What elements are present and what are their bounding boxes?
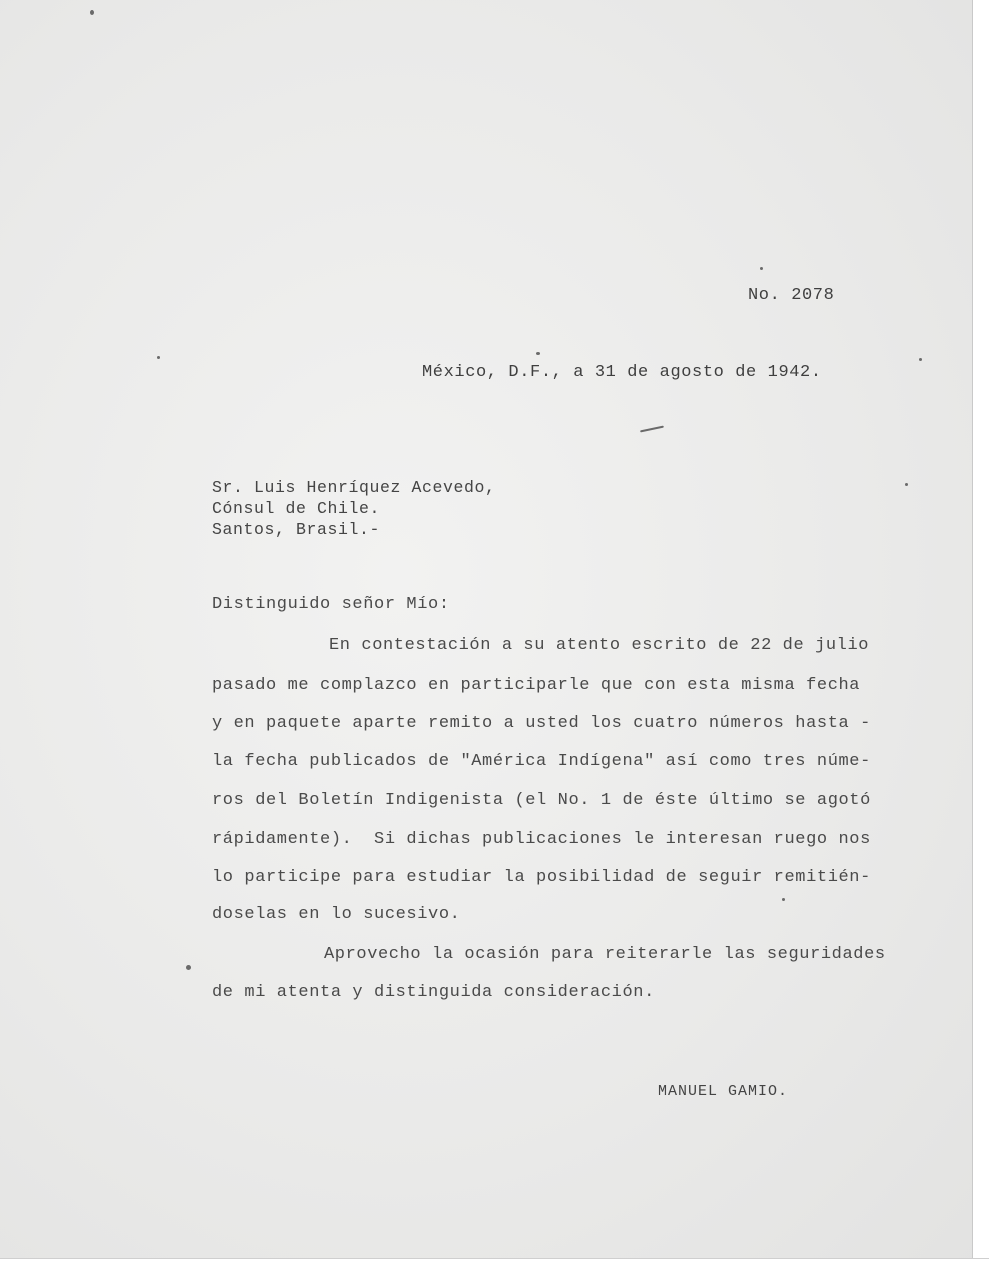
scan-border-right [972,0,989,1260]
paragraph-line: doselas en lo sucesivo. [212,905,461,924]
place-date: México, D.F., a 31 de agosto de 1942. [422,363,822,382]
scan-speck [157,356,160,359]
paragraph-line: pasado me complazco en participarle que con esta misma fecha [212,676,861,695]
paragraph-line: la fecha publicados de "América Indígena" así como tres núme- [212,752,871,771]
paragraph-line: rápidamente). Si dichas publicaciones le interesan ruego nos [212,830,871,849]
scan-speck [640,426,664,433]
scan-speck [760,267,763,270]
salutation: Distinguido señor Mío: [212,595,450,614]
recipient-line: Sr. Luis Henríquez Acevedo, [212,478,496,497]
scan-speck [905,483,908,486]
scan-speck [536,352,540,355]
paragraph-line: Aprovecho la ocasión para reiterarle las seguridades [324,945,886,964]
paragraph-line: En contestación a su atento escrito de 22 de julio [329,636,870,655]
paragraph-line: y en paquete aparte remito a usted los cuatro números hasta - [212,714,871,733]
scan-speck [782,898,785,901]
paragraph-line: ros del Boletín Indigenista (el No. 1 de éste último se agotó [212,791,871,810]
signature-name: MANUEL GAMIO. [658,1083,789,1100]
recipient-line: Cónsul de Chile. [212,499,381,518]
scan-speck [90,10,94,15]
recipient-line: Santos, Brasil.- [212,520,381,539]
paragraph-line: lo participe para estudiar la posibilidad de seguir remitién- [212,868,871,887]
scan-speck [186,965,191,970]
paragraph-line: de mi atenta y distinguida consideración. [212,983,655,1002]
scan-border-bottom [0,1258,989,1280]
scan-speck [919,358,922,361]
document-number: No. 2078 [748,286,835,305]
